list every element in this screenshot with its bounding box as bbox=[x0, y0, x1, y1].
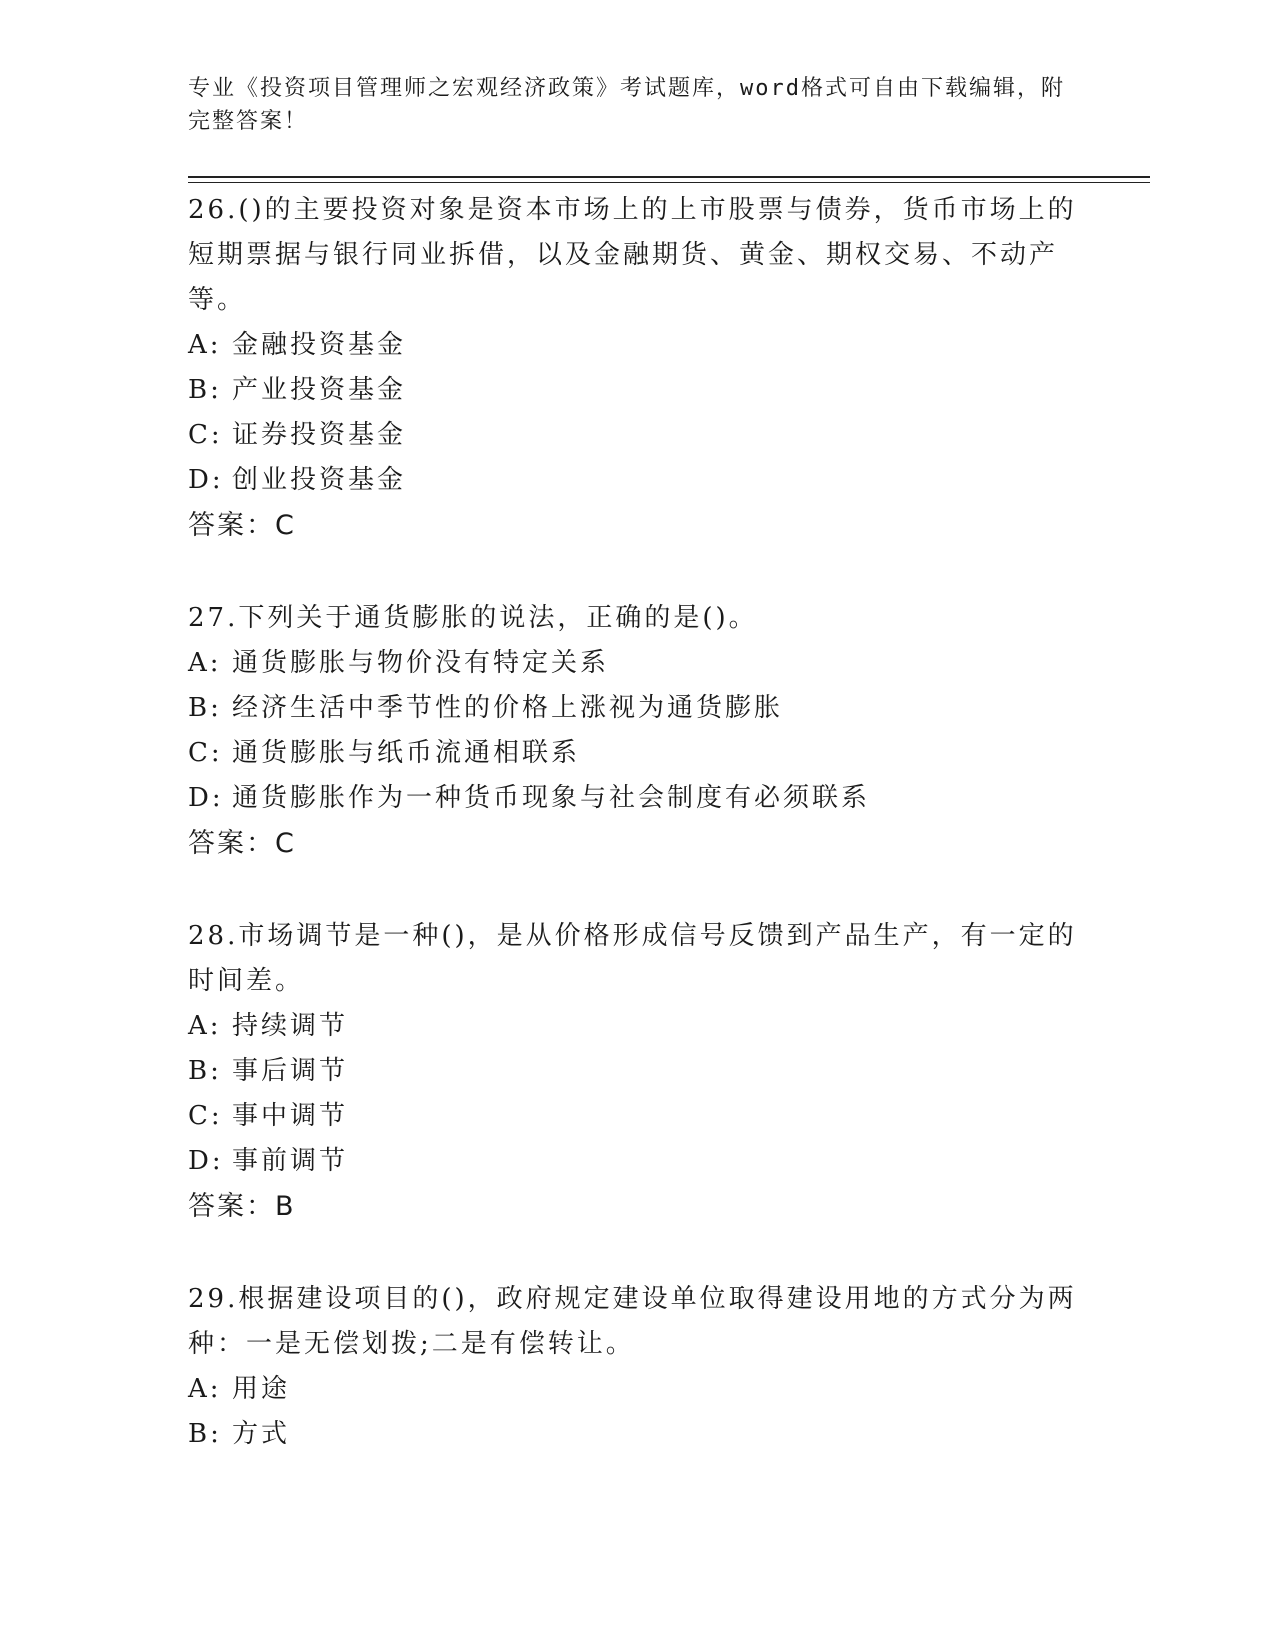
option-letter: D: bbox=[188, 783, 224, 813]
option-b bbox=[188, 1412, 1088, 1457]
option-text: 经济生活中季节性的价格上涨视为通货膨胀 bbox=[232, 693, 784, 723]
option-b bbox=[188, 686, 1088, 731]
option-text: 事后调节 bbox=[232, 1056, 349, 1086]
option-letter: A: bbox=[188, 1011, 222, 1041]
option-a bbox=[188, 641, 1088, 686]
question-29 bbox=[188, 1277, 1088, 1457]
question-stem: 29.根据建设项目的()，政府规定建设单位取得建设用地的方式分为两种：一是无偿划拨;二是有偿转让。 bbox=[188, 1284, 1077, 1359]
option-letter: A: bbox=[188, 330, 222, 360]
option-c bbox=[188, 1094, 1088, 1139]
answer-line: 答案：C bbox=[188, 828, 296, 859]
option-text: 通货膨胀与物价没有特定关系 bbox=[232, 648, 610, 678]
option-a bbox=[188, 323, 1088, 368]
option-text: 创业投资基金 bbox=[232, 465, 407, 495]
option-letter: D: bbox=[188, 465, 224, 495]
option-letter: B: bbox=[188, 1419, 222, 1449]
option-a bbox=[188, 1004, 1088, 1049]
option-text: 方式 bbox=[232, 1419, 291, 1449]
question-27 bbox=[188, 596, 1088, 866]
option-letter: D: bbox=[188, 1146, 224, 1176]
option-text: 通货膨胀与纸币流通相联系 bbox=[232, 738, 581, 768]
question-28 bbox=[188, 914, 1088, 1229]
option-c bbox=[188, 731, 1088, 776]
option-text: 证券投资基金 bbox=[232, 420, 407, 450]
option-d bbox=[188, 776, 1088, 821]
option-text: 用途 bbox=[232, 1374, 291, 1404]
option-d bbox=[188, 458, 1088, 503]
option-letter: A: bbox=[188, 648, 222, 678]
question-26 bbox=[188, 188, 1088, 548]
option-letter: B: bbox=[188, 693, 222, 723]
answer-line: 答案：C bbox=[188, 510, 296, 541]
option-letter: B: bbox=[188, 375, 222, 405]
option-letter: C: bbox=[188, 420, 223, 450]
option-text: 事前调节 bbox=[232, 1146, 349, 1176]
option-b bbox=[188, 1049, 1088, 1094]
option-text: 事中调节 bbox=[232, 1101, 349, 1131]
option-d bbox=[188, 1139, 1088, 1184]
question-stem: 27.下列关于通货膨胀的说法，正确的是()。 bbox=[188, 603, 758, 633]
option-letter: B: bbox=[188, 1056, 222, 1086]
option-letter: C: bbox=[188, 1101, 223, 1131]
option-b bbox=[188, 368, 1088, 413]
header-rule-thin bbox=[188, 182, 1150, 183]
question-stem: 26.()的主要投资对象是资本市场上的上市股票与债券，货币市场上的短期票据与银行同业拆借，以及金融期货、黄金、期权交易、不动产等。 bbox=[188, 195, 1077, 315]
option-letter: C: bbox=[188, 738, 223, 768]
answer-line: 答案：B bbox=[188, 1191, 296, 1222]
document-header: 专业《投资项目管理师之宏观经济政策》考试题库，word格式可自由下载编辑，附完整答案！ bbox=[188, 76, 1065, 134]
header-rule-thick bbox=[188, 176, 1150, 178]
option-text: 产业投资基金 bbox=[232, 375, 407, 405]
option-a bbox=[188, 1367, 1088, 1412]
option-c bbox=[188, 413, 1088, 458]
option-text: 持续调节 bbox=[232, 1011, 349, 1041]
question-list bbox=[188, 188, 1088, 1505]
option-letter: A: bbox=[188, 1374, 222, 1404]
option-text: 通货膨胀作为一种货币现象与社会制度有必须联系 bbox=[232, 783, 871, 813]
question-stem: 28.市场调节是一种()，是从价格形成信号反馈到产品生产，有一定的时间差。 bbox=[188, 921, 1077, 996]
option-text: 金融投资基金 bbox=[232, 330, 407, 360]
